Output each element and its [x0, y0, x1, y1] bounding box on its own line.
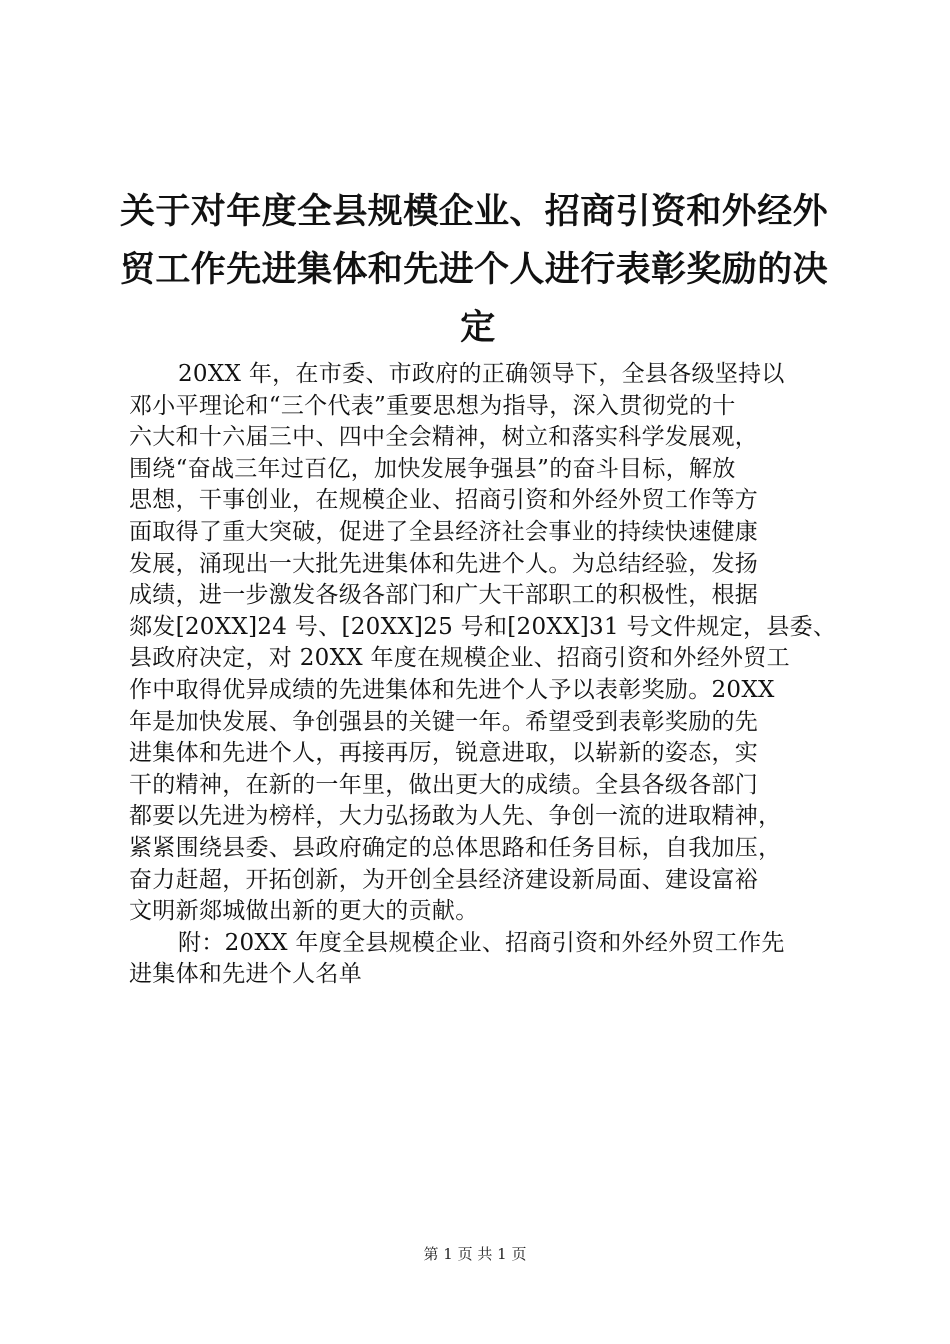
body-line: 县政府决定，对 20XX 年度在规模企业、招商引资和外经外贸工 [129, 645, 790, 672]
body-line: 郯发[20XX]24 号、[20XX]25 号和[20XX]31 号文件规定，县委、 [129, 613, 837, 640]
body-line: 邓小平理论和“三个代表”重要思想为指导，深入贯彻党的十 [129, 392, 736, 419]
body-line: 进集体和先进个人，再接再厉，锐意进取，以崭新的姿态，实 [129, 740, 759, 767]
body-line: 干的精神，在新的一年里，做出更大的成绩。全县各级各部门 [129, 771, 759, 798]
body-line: 思想，干事创业，在规模企业、招商引资和外经外贸工作等方 [129, 487, 759, 514]
body-line: 成绩，进一步激发各级各部门和广大干部职工的积极性，根据 [129, 582, 759, 609]
body-line: 发展，涌现出一大批先进集体和先进个人。为总结经验，发扬 [129, 550, 759, 577]
document-title [120, 183, 836, 357]
body-line: 围绕“奋战三年过百亿，加快发展争强县”的奋斗目标，解放 [129, 455, 736, 482]
attachment-line: 附：20XX 年度全县规模企业、招商引资和外经外贸工作先 [178, 929, 785, 956]
body-line: 年是加快发展、争创强县的关键一年。希望受到表彰奖励的先 [129, 708, 759, 735]
body-line: 作中取得优异成绩的先进集体和先进个人予以表彰奖励。20XX [129, 676, 775, 703]
body-line: 面取得了重大突破，促进了全县经济社会事业的持续快速健康 [129, 518, 759, 545]
title-line-2: 贸工作先进集体和先进个人进行表彰奖励的决 [120, 250, 829, 290]
page-footer: 第 1 页 共 1 页 [423, 1245, 527, 1263]
body-line: 都要以先进为榜样，大力弘扬敢为人先、争创一流的进取精神， [129, 803, 782, 830]
attachment-line: 进集体和先进个人名单 [129, 961, 362, 988]
body-line: 奋力赶超，开拓创新，为开创全县经济建设新局面、建设富裕 [129, 866, 759, 893]
title-line-3: 定 [460, 308, 496, 348]
body-line: 20XX 年，在市委、市政府的正确领导下，全县各级坚持以 [178, 361, 785, 387]
body-line: 紧紧围绕县委、县政府确定的总体思路和任务目标，自我加压， [129, 834, 782, 861]
body-line: 文明新郯城做出新的更大的贡献。 [129, 898, 479, 925]
document-body [129, 359, 841, 991]
body-line: 六大和十六届三中、四中全会精神，树立和落实科学发展观， [129, 424, 759, 451]
title-line-1: 关于对年度全县规模企业、招商引资和外经外 [120, 192, 829, 232]
